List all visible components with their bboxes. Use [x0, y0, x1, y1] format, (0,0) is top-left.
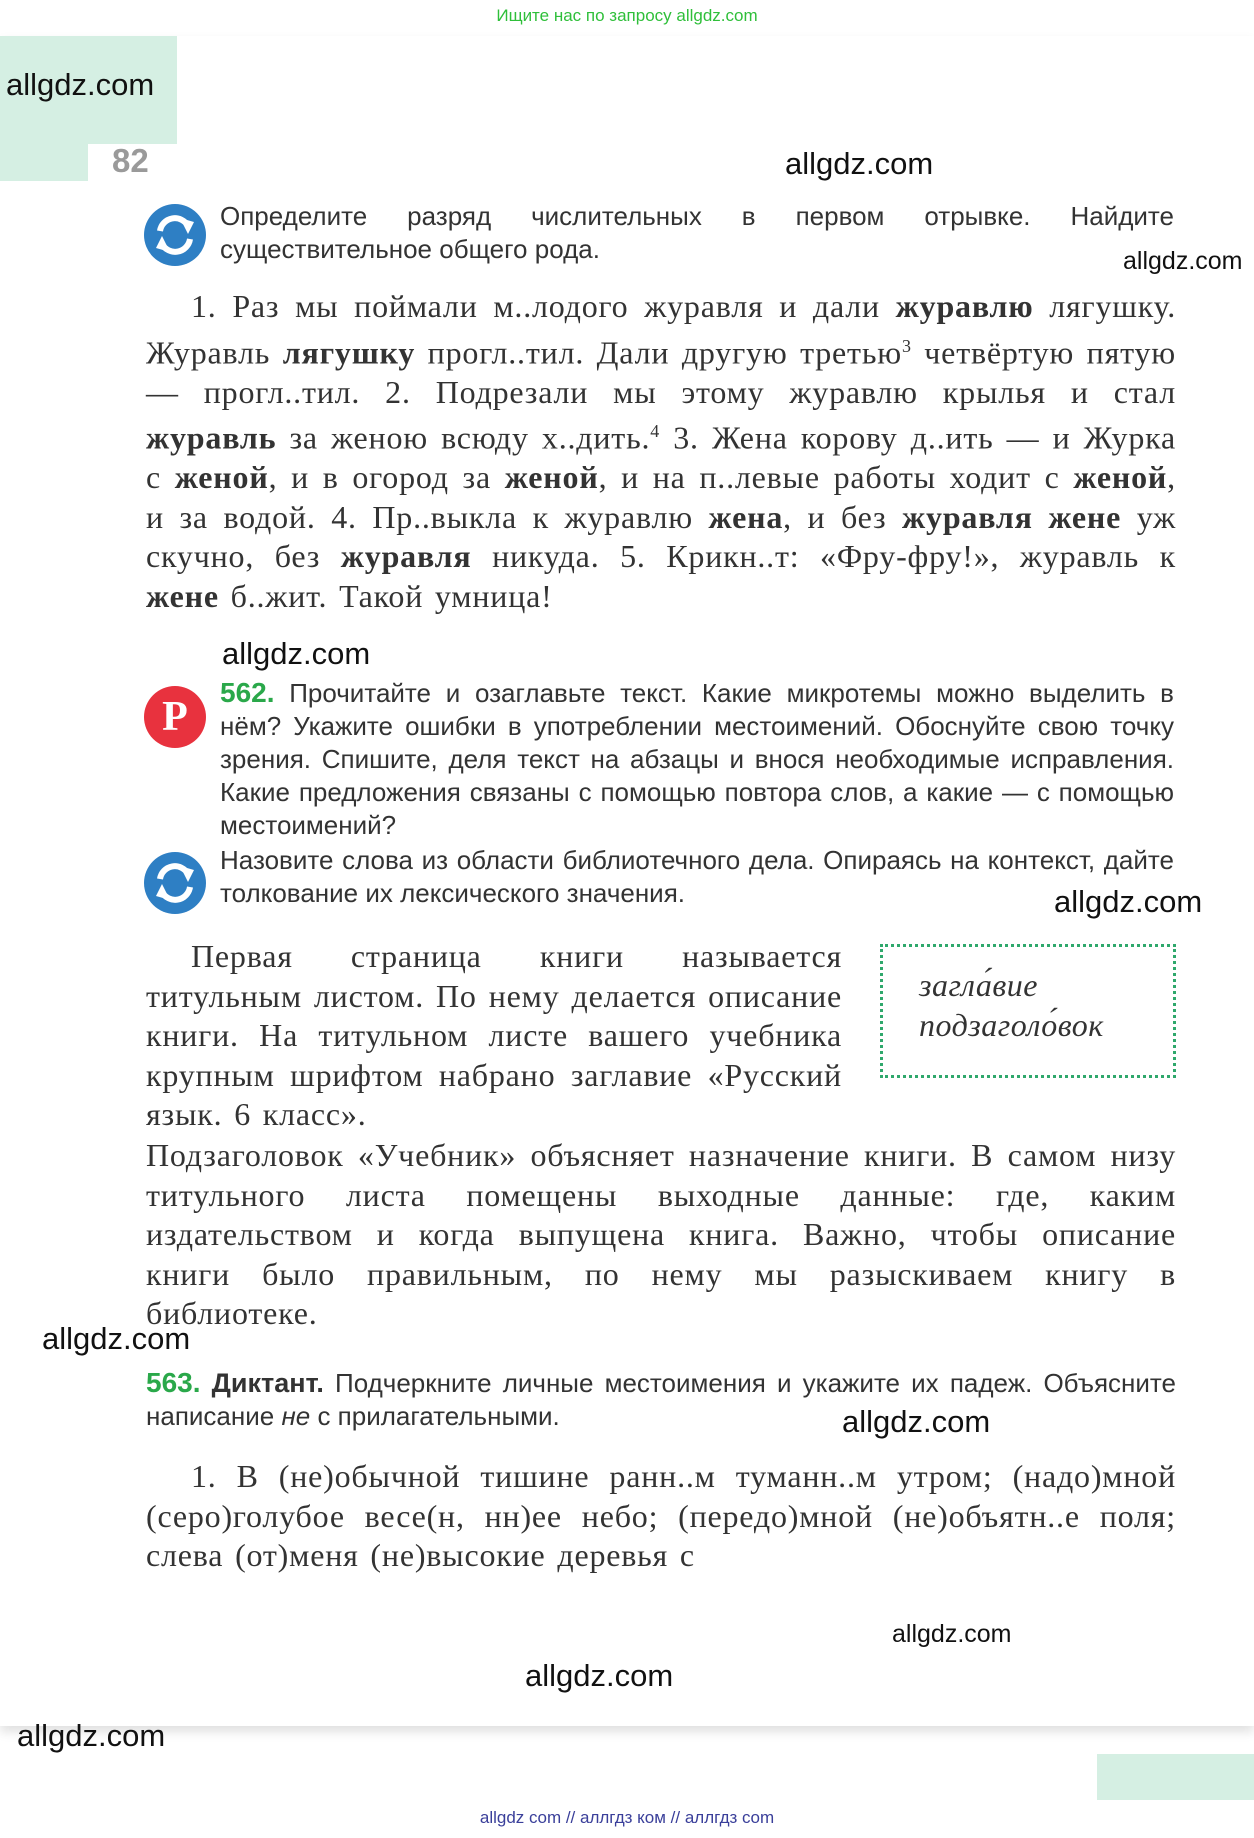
text-segment: б..жит. Такой умница! — [218, 577, 553, 614]
bold-word: журавля — [340, 538, 472, 575]
bold-word: жене — [146, 577, 219, 614]
watermark: allgdz.com — [842, 1404, 991, 1439]
bold-word: лягушку — [282, 334, 416, 371]
exercise-number: 563. — [146, 1367, 201, 1398]
bold-word: журавлю — [895, 288, 1034, 324]
bold-word: жене — [1048, 498, 1122, 535]
exercise-instruction: Прочитайте и озаглавьте текст. Какие микротемы можно выделить в нём? Укажите ошибки в употреблении местоимений. Обоснуйте свою точку зрения. Спишите, деля текст на абзацы и внося необходимые исправления. Какие предложения связаны с помощью повтора слов, а какие — с помощью местоимений? — [220, 678, 1174, 840]
watermark: allgdz.com — [42, 1321, 191, 1356]
text-segment: четвёртую пятую — прогл..тил. 2. Подрезали мы этому журавлю крылья и стал — [146, 334, 1176, 410]
exercise-instruction: Подчеркните личные местоимения и укажите их падеж. Объясните написание — [146, 1368, 1176, 1431]
text-segment: , и без — [783, 498, 903, 535]
watermark: allgdz.com — [1054, 884, 1203, 919]
footer-links: allgdz com // аллгдз ком // аллгдз com — [479, 1808, 775, 1827]
watermark: allgdz.com — [6, 67, 155, 102]
exercise-instruction-end: с прилагательными. — [310, 1401, 560, 1431]
text-segment — [1033, 499, 1049, 535]
bold-word: женой — [1073, 459, 1168, 496]
watermark: allgdz.com — [1123, 247, 1243, 275]
footnote-mark: 4 — [650, 421, 661, 442]
text-segment: лягушку. Журавль — [146, 288, 1177, 371]
text-segment: прогл..тил. Дали другую третью — [415, 334, 902, 371]
bold-word: журавль — [146, 419, 277, 456]
bold-word: журавля — [902, 498, 1033, 535]
task-text: Назовите слова из области библиотечного дела. Опираясь на контекст, дайте толкование их лексического значения. — [220, 845, 1174, 908]
task-text: Определите разряд числительных в первом отрывке. Найдите существительное общего рода. — [220, 201, 1174, 264]
vocabulary-word: загла́вие — [919, 967, 1038, 1003]
watermark: allgdz.com — [222, 636, 371, 671]
text-segment: 1. Раз мы поймали м..лодого журавля и дали — [191, 288, 896, 324]
text-segment: , и на п..левые работы ходит с — [598, 459, 1074, 496]
footnote-mark: 3 — [901, 335, 912, 356]
corner-decoration — [1097, 1754, 1254, 1800]
text-segment: уж скучно, без — [146, 498, 1176, 575]
bold-word: жена — [708, 498, 784, 535]
vocabulary-word: подзаголо́вок — [919, 1007, 1104, 1043]
exercise-563-text — [146, 1366, 1176, 1433]
watermark: allgdz.com — [785, 146, 934, 181]
text-segment: , и за водой. 4. Пр..выкла к журавлю — [146, 459, 1176, 535]
text-segment: 3. Жена корову д..ить — и Журка с — [146, 419, 1176, 496]
speech-development-icon: Р — [144, 686, 206, 748]
exercise-number: 562. — [220, 677, 275, 708]
top-banner: Ищите нас по запросу allgdz.com — [496, 6, 758, 25]
dictation-text: 1. В (не)обычной тишине ранн..м туманн..м утром; (надо)мной (серо)голубое весе(н, нн)ее небо; (передо)мной (не)объятн..е поля; слева (от)меня (не)высокие деревья с — [146, 1458, 1176, 1573]
text-segment: никуда. 5. Крикн..т: «Фру-фру!», журавль к — [471, 538, 1176, 575]
refresh-arrows-icon — [144, 204, 206, 266]
page-number: 82 — [112, 142, 149, 179]
passage-1 — [146, 287, 1176, 616]
bold-word: женой — [504, 459, 599, 496]
bold-word: женой — [174, 459, 269, 496]
text-segment: за женою всюду х..дить. — [276, 419, 651, 456]
passage-2-part-1: Первая страница книги называется титульным листом. По нему делается описание книги. На титульном листе вашего учебника крупным шрифтом набрано заглавие «Русский язык. 6 класс». — [146, 938, 842, 1132]
exercise-title: Диктант. — [211, 1368, 324, 1398]
watermark: allgdz.com — [892, 1620, 1012, 1648]
text-segment: , и в огород за — [268, 459, 505, 496]
vocabulary-box — [880, 944, 1176, 1078]
exercise-562-text — [220, 676, 1174, 842]
passage-2-part-2: Подзаголовок «Учебник» объясняет назначение книги. В самом низу титульного листа помещены выходные данные: где, каким издательством и когда выпущена книга. Важно, чтобы описание книги было правильным, по нему мы разыскиваем книгу в библиотеке. — [146, 1137, 1176, 1331]
watermark: allgdz.com — [525, 1658, 674, 1693]
italic-particle: не — [281, 1401, 311, 1431]
watermark: allgdz.com — [17, 1718, 166, 1753]
refresh-arrows-icon — [144, 852, 206, 914]
